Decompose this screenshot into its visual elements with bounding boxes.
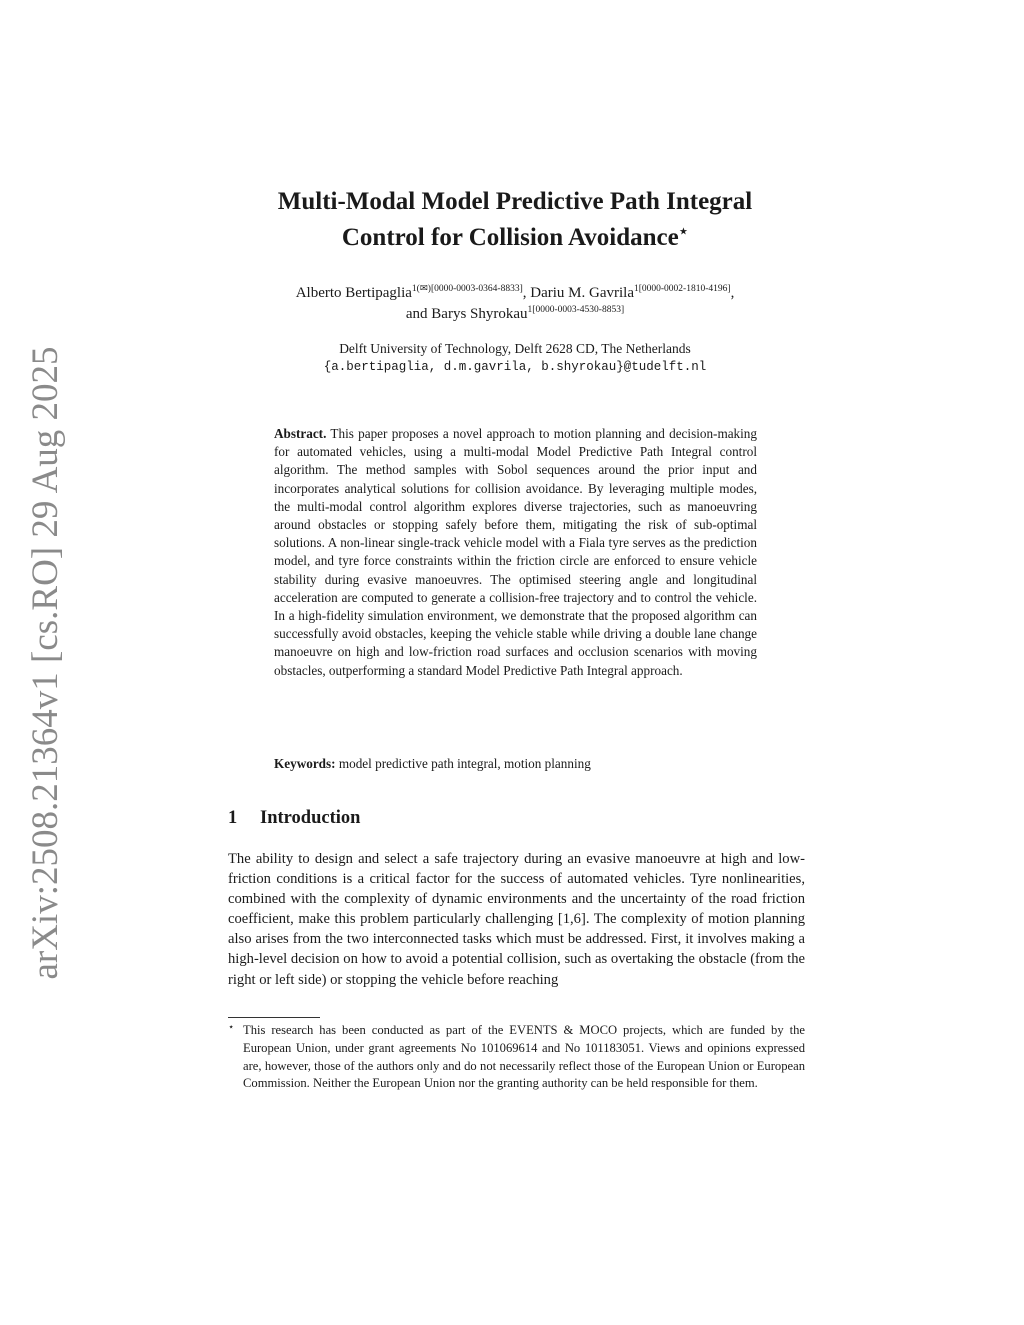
author-orcid: 1[0000-0003-4530-8853]: [527, 305, 625, 315]
title-line-2-text: Control for Collision Avoidance: [341, 224, 679, 251]
keywords: [274, 755, 757, 773]
author-name: Dariu M. Gavrila: [530, 285, 634, 301]
author-separator: ,: [522, 285, 531, 301]
author-line-1: [160, 283, 870, 304]
footnote-text: This research has been conducted as part of the EVENTS & MOCO projects, which are funded by the European Union, under grant agreements No 101069614 and No 101183051. Views and opinions expressed are, however, those of the authors only and do not necessarily reflect those of the European Union or European Commission. Neither the European Union nor the granting authority can be held responsible for them.: [243, 1023, 805, 1091]
author-name: Barys Shyrokau: [431, 306, 528, 322]
keywords-label: Keywords:: [274, 756, 336, 771]
author-orcid: 1[0000-0002-1810-4196]: [633, 284, 731, 294]
author-list: [160, 283, 870, 325]
abstract-text: This paper proposes a novel approach to motion planning and decision-making for automated vehicles, using a multi-modal Model Predictive Path Integral control algorithm. The method samples with Sobol sequences around the prior input and incorporates analytical solutions for collision avoidance. By leveraging multiple modes, the multi-modal control algorithm explores diverse trajectories, such as manoeuvring around obstacles or stopping safely before them, mitigating the risk of sub-optimal solutions. A non-linear single-track vehicle model with a Fiala tyre serves as the prediction model, and tyre force constraints within the friction circle are enforced to ensure vehicle stability during evasive manoeuvres. The optimised steering angle and longitudinal acceleration are computed to generate a collision-free trajectory and to control the vehicle. In a high-fidelity simulation environment, we demonstrate that the proposed algorithm can successfully avoid obstacles, keeping the vehicle stable while driving a double lane change manoeuvre on high and low-friction road surfaces and occlusion scenarios with moving obstacles, outperforming a standard Model Predictive Path Integral approach.: [274, 426, 757, 678]
section-number: 1: [228, 808, 238, 828]
section-title: Introduction: [260, 808, 361, 828]
author-separator: ,: [730, 285, 735, 301]
footnote-marker: ⋆: [228, 1022, 235, 1033]
arxiv-identifier-stamp: arXiv:2508.21364v1 [cs.RO] 29 Aug 2025: [24, 346, 66, 980]
introduction-paragraph: The ability to design and select a safe trajectory during an evasive manoeuvre at high and low-friction conditions is a critical factor for the success of automated vehicles. Tyre nonlinearities, combined with the complexity of dynamic environments and the uncertainty of the road friction coefficient, make this problem particularly challenging [1,6]. The complexity of motion planning also arises from the two interconnected tasks which must be addressed. First, it involves making a high-level decision on how to avoid a potential collision, such as overtaking the obstacle (from the right or left side) or stopping the vehicle before reaching: [228, 851, 805, 988]
title-line-2: [160, 217, 870, 253]
section-heading: [228, 806, 360, 830]
title-footnote-marker: ⋆: [678, 224, 689, 240]
title-line-1: Multi-Modal Model Predictive Path Integral: [277, 188, 753, 215]
author-emails: {a.bertipaglia, d.m.gavrila, b.shyrokau}@tudelft.nl: [323, 360, 707, 374]
institution: Delft University of Technology, Delft 2628 CD, The Netherlands: [339, 341, 691, 356]
abstract: [274, 425, 757, 680]
keywords-text: model predictive path integral, motion planning: [338, 756, 591, 771]
footnote-divider: [228, 1017, 320, 1018]
author-prefix: and: [405, 306, 432, 322]
footnote: [228, 1022, 805, 1093]
author-line-2: [160, 304, 870, 325]
abstract-label: Abstract.: [274, 426, 327, 441]
author-orcid: 1(✉)[0000-0003-0364-8833]: [411, 284, 523, 294]
affiliation-block: [160, 340, 870, 376]
author-name: Alberto Bertipaglia: [295, 285, 412, 301]
paper-title: [160, 186, 870, 253]
